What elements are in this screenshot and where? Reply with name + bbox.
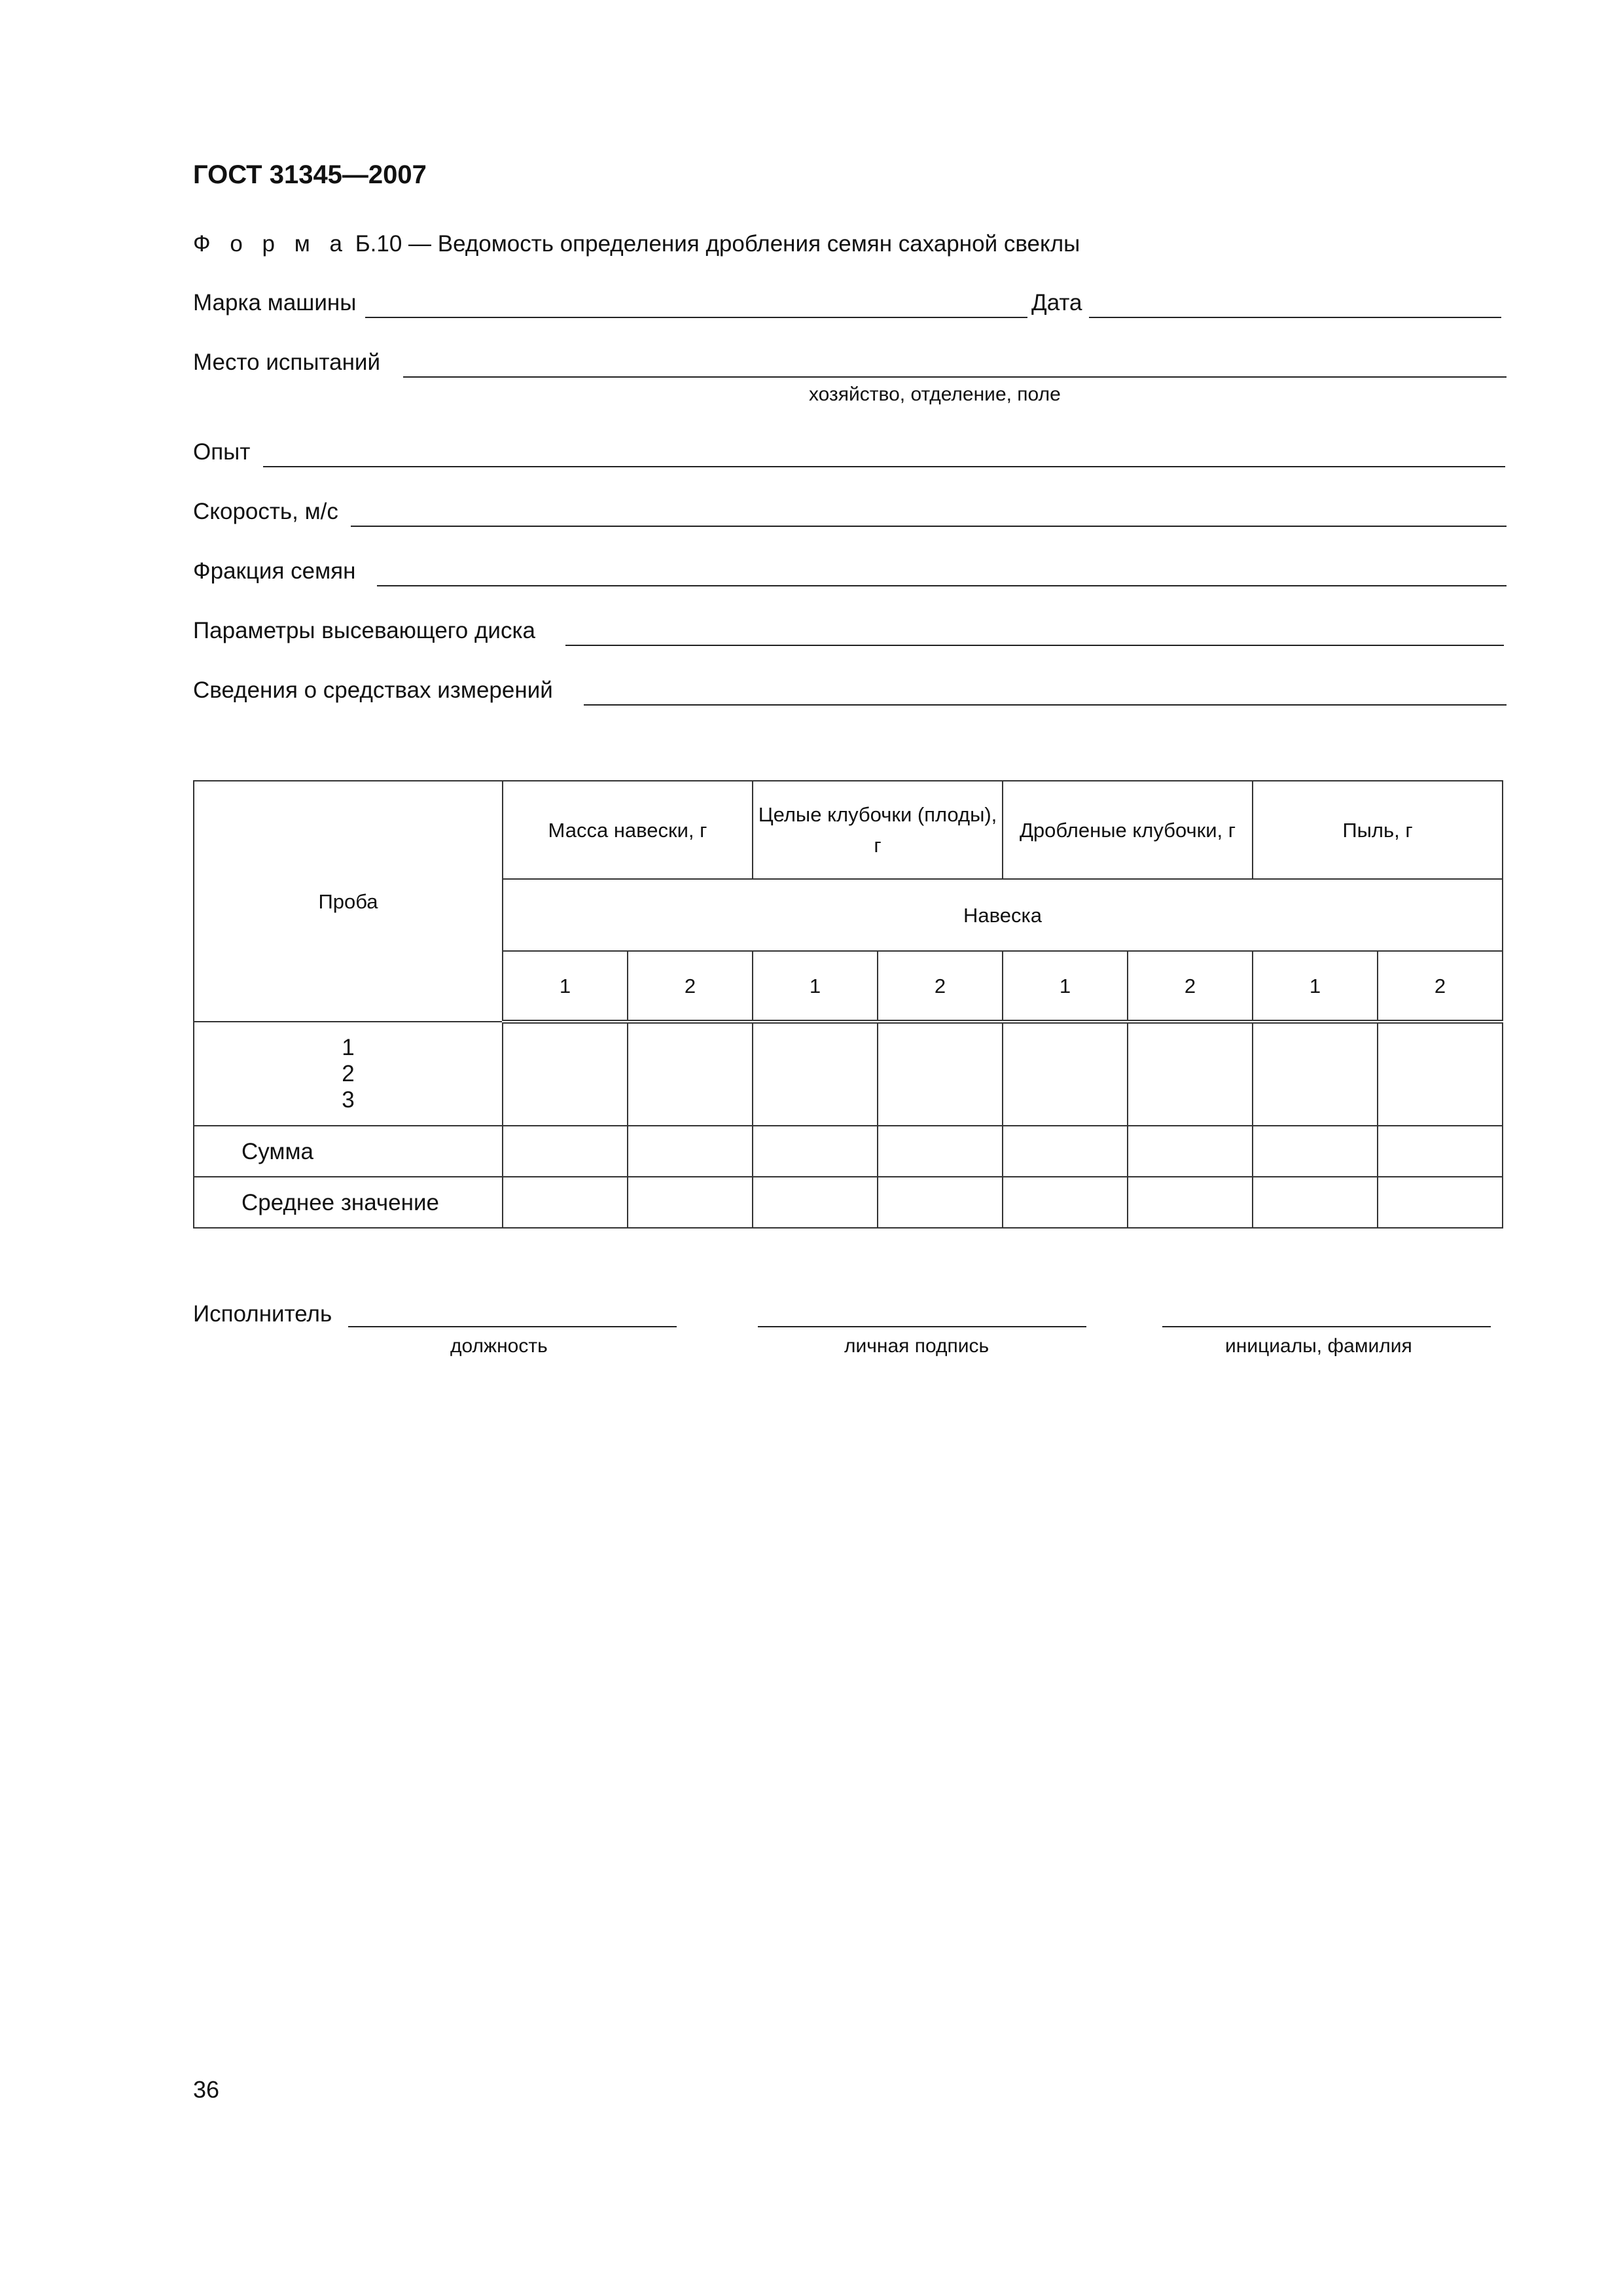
column-dust: Пыль, г — [1253, 781, 1503, 879]
probe-number: 1 — [342, 1034, 355, 1060]
sub-number: 2 — [878, 951, 1003, 1022]
mean-label: Среднее значение — [194, 1177, 503, 1228]
column-mass: Масса навески, г — [503, 781, 753, 879]
test-site-line[interactable] — [403, 376, 1507, 378]
data-cell[interactable] — [753, 1022, 878, 1126]
form-title-text: Б.10 — Ведомость определения дробления семян сахарной свеклы — [355, 231, 1080, 257]
data-cell[interactable] — [628, 1126, 753, 1177]
page-number: 36 — [193, 2076, 220, 2103]
data-cell[interactable] — [878, 1126, 1003, 1177]
data-cell[interactable] — [1128, 1126, 1253, 1177]
signature-hint: личная подпись — [844, 1335, 990, 1357]
data-cell[interactable] — [1128, 1022, 1253, 1126]
column-whole-balls: Целые клубочки (плоды), г — [753, 781, 1003, 879]
data-cell[interactable] — [1253, 1126, 1378, 1177]
measurement-info-line[interactable] — [584, 704, 1507, 706]
name-line[interactable] — [1162, 1326, 1491, 1327]
data-cell[interactable] — [878, 1177, 1003, 1228]
sub-number: 1 — [753, 951, 878, 1022]
sub-number: 1 — [1003, 951, 1128, 1022]
data-cell[interactable] — [1128, 1177, 1253, 1228]
sub-number: 2 — [628, 951, 753, 1022]
seed-fraction-line[interactable] — [377, 585, 1507, 586]
data-cell[interactable] — [1378, 1177, 1503, 1228]
data-cell[interactable] — [1003, 1177, 1128, 1228]
date-label: Дата — [1031, 290, 1082, 315]
name-hint: инициалы, фамилия — [1225, 1335, 1412, 1357]
data-cell[interactable] — [1253, 1177, 1378, 1228]
disk-params-line[interactable] — [565, 645, 1504, 646]
data-cell[interactable] — [1003, 1022, 1128, 1126]
machine-brand-label: Марка машины — [193, 290, 357, 315]
sub-number: 1 — [1253, 951, 1378, 1022]
crushing-table — [193, 780, 1503, 1229]
data-cell[interactable] — [628, 1177, 753, 1228]
measurement-info-label: Сведения о средствах измерений — [193, 677, 553, 703]
data-cell[interactable] — [503, 1022, 628, 1126]
probe-header: Проба — [194, 781, 503, 1022]
data-cell[interactable] — [1253, 1022, 1378, 1126]
experiment-line[interactable] — [263, 466, 1505, 467]
sub-number: 1 — [503, 951, 628, 1022]
form-prefix: Ф о р м а — [193, 231, 349, 257]
probe-number: 2 — [342, 1060, 355, 1086]
data-cell[interactable] — [1378, 1126, 1503, 1177]
probe-numbers-cell — [194, 1022, 503, 1126]
disk-params-label: Параметры высевающего диска — [193, 618, 536, 643]
data-cell[interactable] — [878, 1022, 1003, 1126]
form-title — [193, 231, 1080, 257]
signature-line[interactable] — [758, 1326, 1086, 1327]
date-line[interactable] — [1089, 317, 1501, 318]
column-crushed-balls: Дробленые клубочки, г — [1003, 781, 1253, 879]
data-cell[interactable] — [1003, 1126, 1128, 1177]
seed-fraction-label: Фракция семян — [193, 558, 356, 584]
data-cell[interactable] — [1378, 1022, 1503, 1126]
performer-label: Исполнитель — [193, 1301, 332, 1327]
machine-brand-line[interactable] — [365, 317, 1027, 318]
probe-number: 3 — [342, 1086, 355, 1113]
data-cell[interactable] — [503, 1177, 628, 1228]
position-hint: должность — [450, 1335, 548, 1357]
sub-number: 2 — [1128, 951, 1253, 1022]
sample-header: Навеска — [503, 879, 1503, 951]
test-site-hint: хозяйство, отделение, поле — [809, 384, 1061, 405]
position-line[interactable] — [348, 1326, 677, 1327]
document-header: ГОСТ 31345—2007 — [193, 160, 427, 189]
test-site-label: Место испытаний — [193, 350, 381, 375]
data-cell[interactable] — [753, 1126, 878, 1177]
data-cell[interactable] — [628, 1022, 753, 1126]
speed-label: Скорость, м/с — [193, 499, 338, 524]
sum-label: Сумма — [194, 1126, 503, 1177]
experiment-label: Опыт — [193, 439, 251, 465]
speed-line[interactable] — [351, 526, 1507, 527]
sub-number: 2 — [1378, 951, 1503, 1022]
data-cell[interactable] — [503, 1126, 628, 1177]
data-cell[interactable] — [753, 1177, 878, 1228]
